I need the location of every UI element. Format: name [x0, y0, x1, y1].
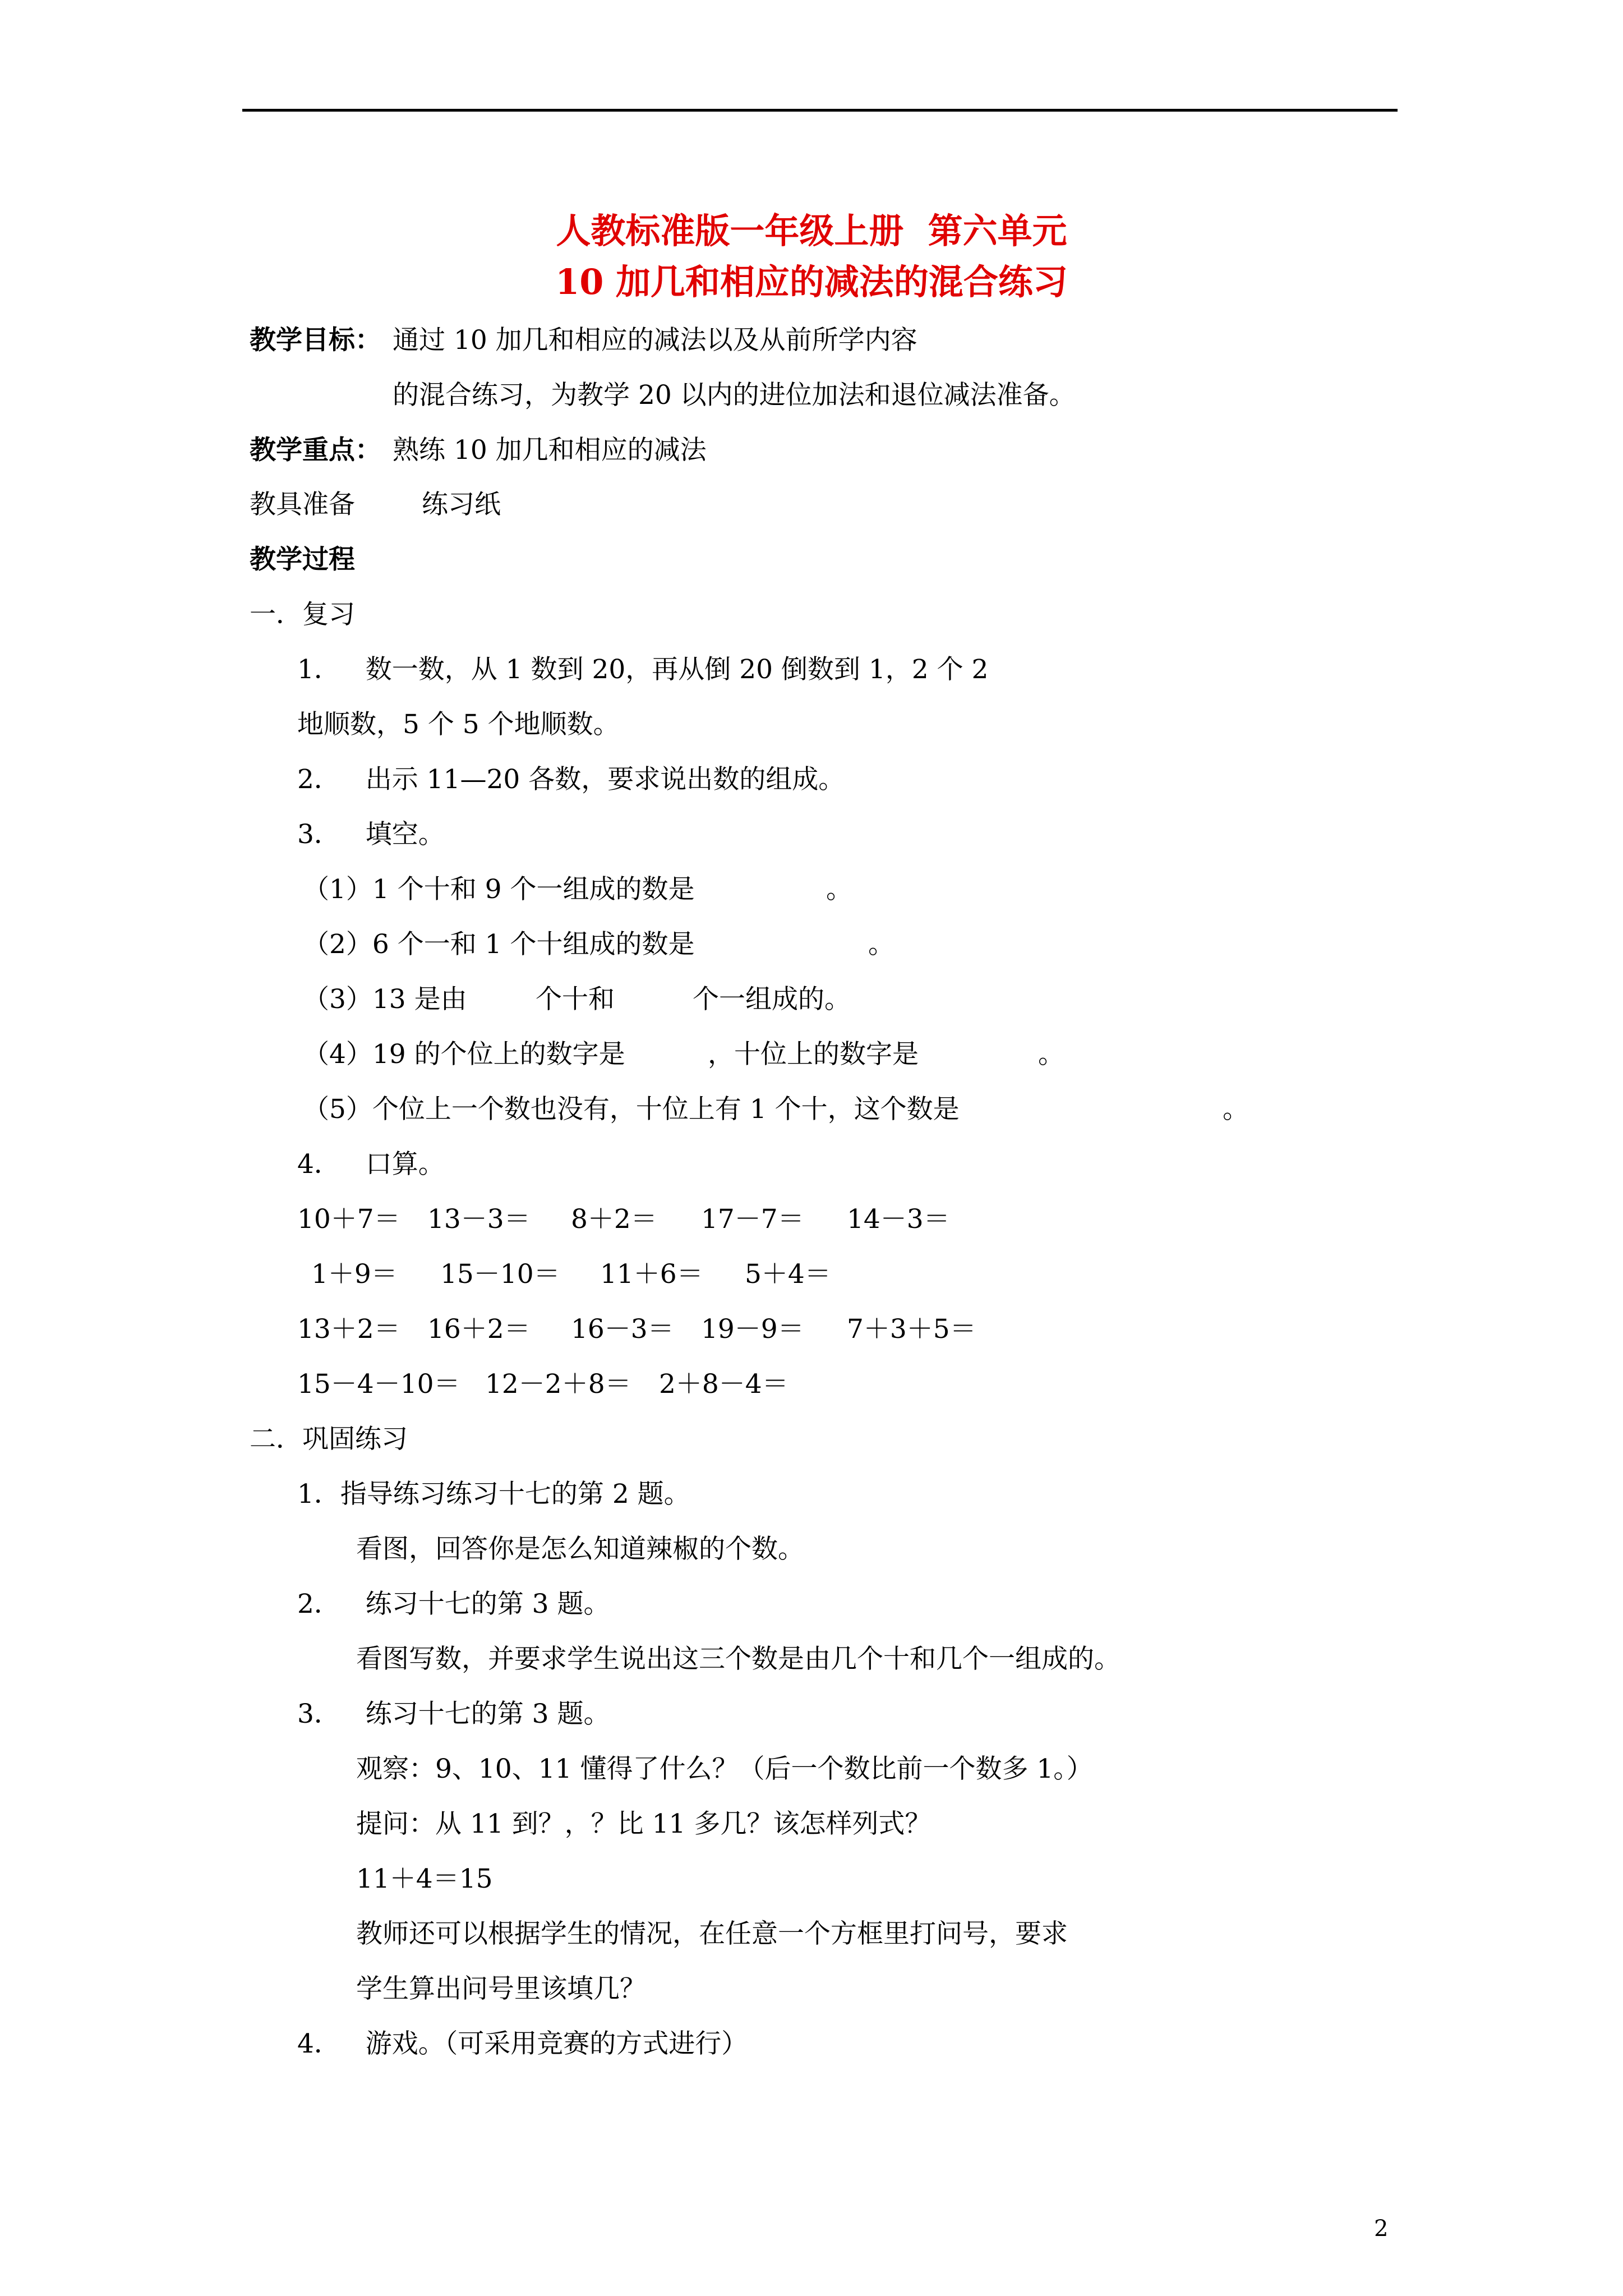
practice-item-4: 4． 游戏。（可采用竞赛的方式进行）: [297, 2028, 748, 2059]
review-item-3: 3． 填空。: [297, 819, 445, 850]
focus-text: 熟练 10 加几和相应的减法: [393, 435, 707, 466]
oral-calc-item: 12－2＋8＝: [485, 1369, 631, 1400]
section2-heading: 二．巩固练习: [250, 1424, 408, 1455]
practice-item-3-note-2: 学生算出问号里该填几？: [356, 1973, 646, 2004]
oral-calc-item: 1＋9＝: [311, 1259, 398, 1290]
oral-calc-item: 19－9＝: [701, 1314, 804, 1345]
fill-blank-4-mid: ，十位上的数字是: [708, 1039, 919, 1070]
fill-blank-3-mid: 个十和: [536, 984, 615, 1015]
fill-blank-3: （3）13 是由: [303, 984, 467, 1015]
title-line-1: 人教标准版一年级上册 第六单元: [556, 210, 1067, 251]
fill-blank-2: （2）6 个一和 1 个十组成的数是: [303, 929, 695, 960]
oral-calc-item: 14－3＝: [847, 1204, 950, 1235]
oral-calc-item: 2＋8－4＝: [659, 1369, 789, 1400]
goal-label: 教学目标：: [250, 325, 381, 356]
practice-item-2: 2． 练习十七的第 3 题。: [297, 1589, 610, 1619]
oral-calc-item: 13－3＝: [427, 1204, 531, 1235]
goal-text-1: 通过 10 加几和相应的减法以及从前所学内容: [393, 325, 917, 356]
review-item-1-line2: 地顺数，5 个 5 个地顺数。: [297, 709, 620, 740]
practice-item-3-equation: 11＋4＝15: [356, 1864, 493, 1894]
practice-item-1: 1．指导练习练习十七的第 2 题。: [297, 1479, 690, 1510]
review-item-4: 4． 口算。: [297, 1149, 445, 1180]
fill-blank-4: （4）19 的个位上的数字是: [303, 1039, 625, 1070]
review-item-2: 2． 出示 11—20 各数，要求说出数的组成。: [297, 764, 845, 795]
goal-text-2: 的混合练习，为教学 20 以内的进位加法和退位减法准备。: [393, 380, 1076, 411]
review-item-1-line1: 1． 数一数，从 1 数到 20，再从倒 20 倒数到 1，2 个 2: [297, 654, 989, 685]
practice-item-3-question: 提问：从 11 到？，？比 11 多几？该怎样列式？: [356, 1809, 932, 1839]
oral-calc-item: 17－7＝: [701, 1204, 804, 1235]
oral-calc-item: 13＋2＝: [297, 1314, 400, 1345]
oral-calc-item: 11＋6＝: [600, 1259, 703, 1290]
fill-blank-3-end: 个一组成的。: [693, 984, 851, 1015]
practice-item-2-detail: 看图写数，并要求学生说出这三个数是由几个十和几个一组成的。: [356, 1644, 1121, 1674]
oral-calc-item: 8＋2＝: [571, 1204, 657, 1235]
oral-calc-item: 7＋3＋5＝: [847, 1314, 976, 1345]
fill-blank-1-end: 。: [826, 874, 852, 905]
practice-item-1-detail: 看图，回答你是怎么知道辣椒的个数。: [356, 1534, 804, 1565]
oral-calc-item: 16＋2＝: [427, 1314, 531, 1345]
tools-text: 练习纸: [422, 489, 501, 520]
section1-heading: 一．复习: [250, 599, 355, 630]
practice-item-3-note-1: 教师还可以根据学生的情况，在任意一个方框里打问号，要求: [356, 1918, 1068, 1949]
oral-calc-item: 5＋4＝: [745, 1259, 831, 1290]
title-line-2: 10 加几和相应的减法的混合练习: [555, 261, 1068, 302]
oral-calc-item: 16－3＝: [571, 1314, 674, 1345]
tools-label: 教具准备: [250, 489, 355, 520]
oral-calc-item: 10＋7＝: [297, 1204, 400, 1235]
practice-item-3: 3． 练习十七的第 3 题。: [297, 1699, 610, 1729]
practice-item-3-observe: 观察：9、10、11 懂得了什么？（后一个数比前一个数多 1。）: [356, 1754, 1093, 1784]
fill-blank-1: （1）1 个十和 9 个一组成的数是: [303, 874, 695, 905]
oral-calc-item: 15－10＝: [440, 1259, 560, 1290]
process-heading: 教学过程: [250, 544, 355, 575]
header-rule: [242, 109, 1398, 112]
fill-blank-5-end: 。: [1223, 1094, 1249, 1125]
focus-label: 教学重点：: [250, 435, 381, 466]
fill-blank-5: （5）个位上一个数也没有，十位上有 1 个十，这个数是: [303, 1094, 960, 1125]
page-number: 2: [1374, 2216, 1389, 2242]
fill-blank-4-end: 。: [1038, 1039, 1064, 1070]
fill-blank-2-end: 。: [868, 929, 895, 960]
oral-calc-item: 15－4－10＝: [297, 1369, 460, 1400]
